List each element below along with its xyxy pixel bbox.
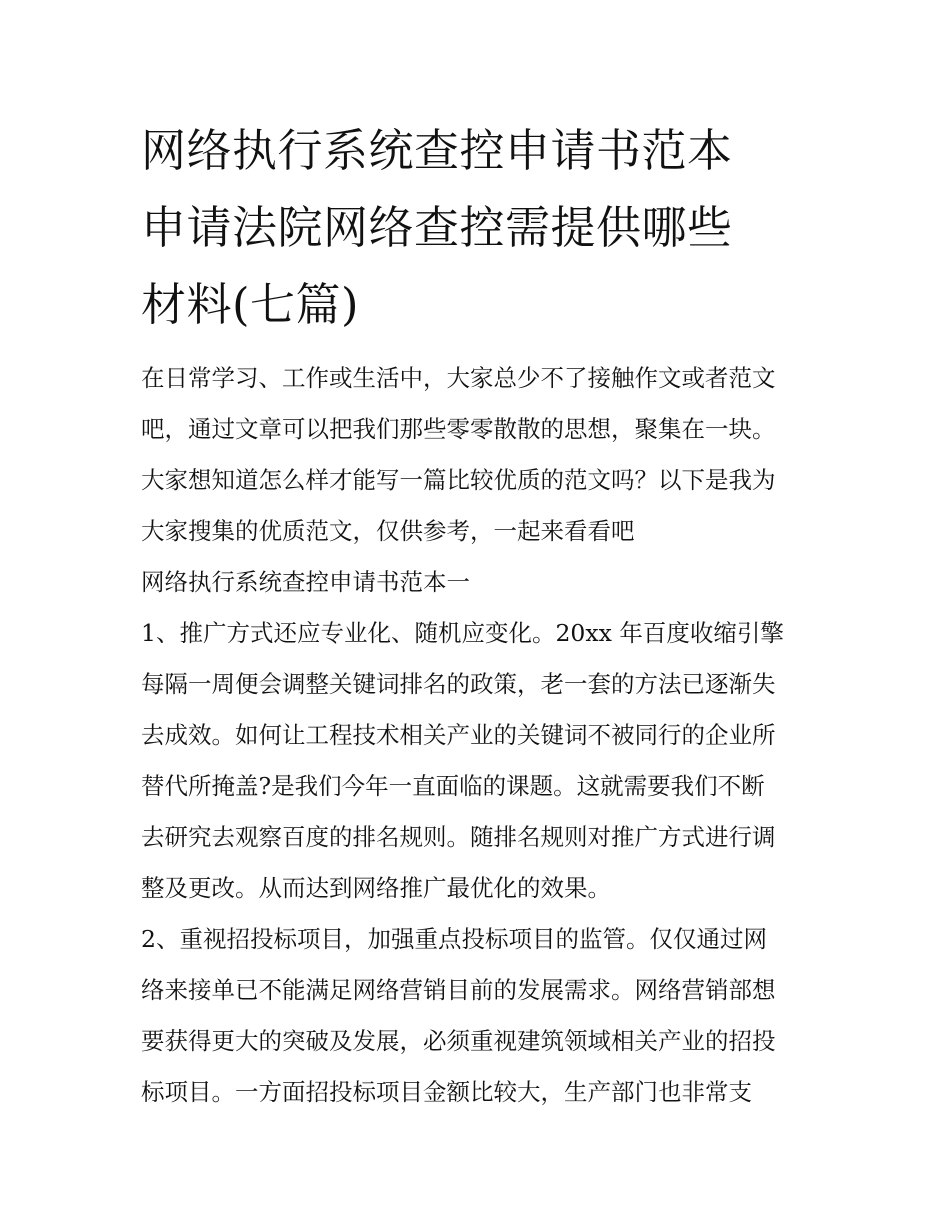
body-line: 标项目。一方面招投标项目金额比较大，生产部门也非常支 bbox=[141, 1078, 752, 1106]
body-line: 去研究去观察百度的排名规则。随排名规则对推广方式进行调 bbox=[141, 823, 776, 851]
body-line: 大家想知道怎么样才能写一篇比较优质的范文吗？以下是我为 bbox=[141, 466, 776, 494]
body-line: 在日常学习、工作或生活中，大家总少不了接触作文或者范文 bbox=[141, 364, 776, 392]
section-heading: 网络执行系统查控申请书范本一 bbox=[141, 568, 470, 596]
body-line: 大家搜集的优质范文，仅供参考，一起来看看吧 bbox=[141, 517, 635, 545]
body-line: 替代所掩盖?是我们今年一直面临的课题。这就需要我们不断 bbox=[141, 772, 765, 800]
body-line: 吧，通过文章可以把我们那些零零散散的思想，聚集在一块。 bbox=[141, 415, 776, 443]
title-line: 网络执行系统查控申请书范本 bbox=[141, 124, 733, 177]
body-line: 去成效。如何让工程技术相关产业的关键词不被同行的企业所 bbox=[141, 721, 776, 749]
body-line: 络来接单已不能满足网络营销目前的发展需求。网络营销部想 bbox=[141, 976, 776, 1004]
title-line: 申请法院网络查控需提供哪些 bbox=[141, 201, 733, 254]
document-content bbox=[141, 112, 821, 1118]
document-title bbox=[141, 112, 821, 343]
body-line: 要获得更大的突破及发展，必须重视建筑领域相关产业的招投 bbox=[141, 1027, 776, 1055]
body-line: 1、推广方式还应专业化、随机应变化。20xx 年百度收缩引擎 bbox=[141, 619, 784, 647]
document-body bbox=[141, 353, 821, 1118]
body-line: 整及更改。从而达到网络推广最优化的效果。 bbox=[141, 874, 611, 902]
title-line: 材料(七篇) bbox=[141, 278, 360, 331]
body-line: 每隔一周便会调整关键词排名的政策，老一套的方法已逐渐失 bbox=[141, 670, 776, 698]
body-line: 2、重视招投标项目，加强重点投标项目的监管。仅仅通过网 bbox=[141, 925, 767, 953]
